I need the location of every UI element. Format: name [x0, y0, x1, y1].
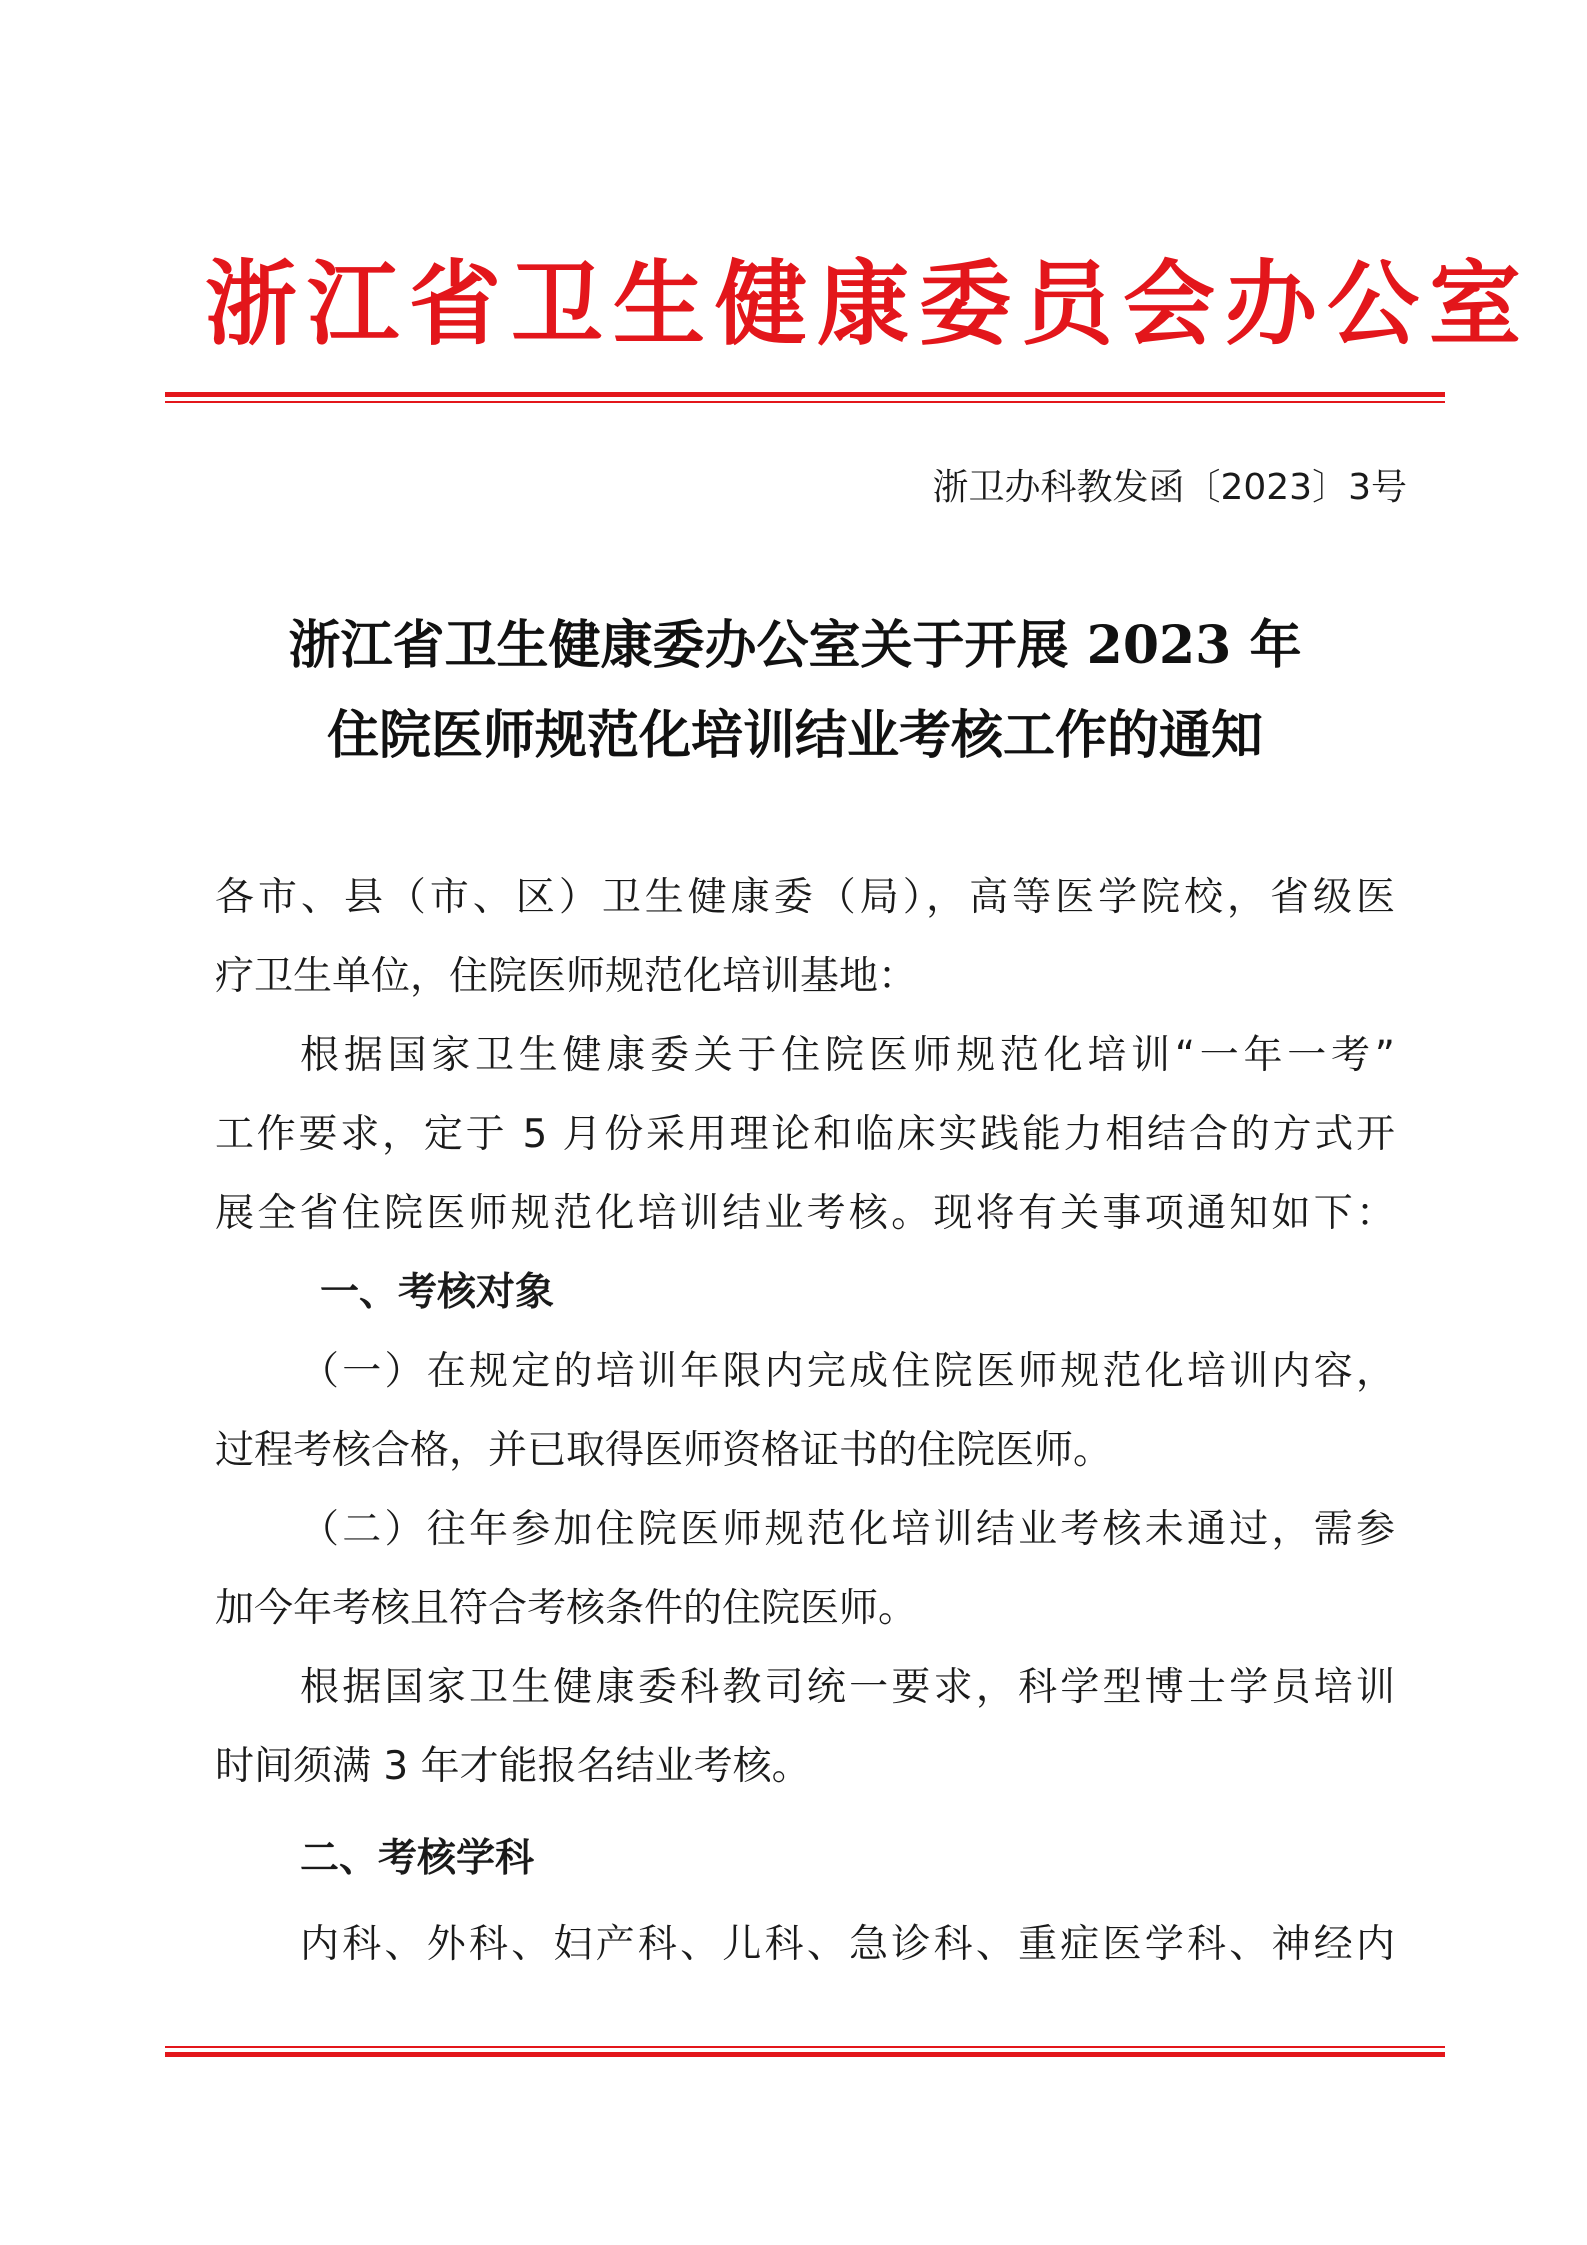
note-line-1: 根据国家卫生健康委科教司统一要求，科学型博士学员培训: [300, 1665, 1395, 1710]
note-line-2: 时间须满 3 年才能报名结业考核。: [215, 1744, 811, 1789]
document-title-line-1: 浙江省卫生健康委办公室关于开展 2023 年: [288, 615, 1302, 676]
item-1-line-1: （一）在规定的培训年限内完成住院医师规范化培训内容，: [300, 1349, 1395, 1394]
item-2-line-2: 加今年考核且符合考核条件的住院医师。: [215, 1586, 918, 1631]
document-title-line-2: 住院医师规范化培训结业考核工作的通知: [326, 705, 1263, 766]
intro-paragraph-line-1: 根据国家卫生健康委关于住院医师规范化培训“一年一考”: [300, 1033, 1395, 1078]
intro-paragraph-line-3: 展全省住院医师规范化培训结业考核。现将有关事项通知如下：: [215, 1191, 1395, 1236]
issuing-organization-header: 浙江省卫生健康委员会办公室: [205, 250, 1532, 358]
intro-paragraph-line-2: 工作要求，定于 5 月份采用理论和临床实践能力相结合的方式开: [215, 1112, 1395, 1157]
footer-red-rule-thick: [165, 2052, 1445, 2057]
addressee-line-2: 疗卫生单位，住院医师规范化培训基地：: [215, 954, 918, 999]
addressee-line-1: 各市、县（市、区）卫生健康委（局），高等医学院校，省级医: [215, 875, 1395, 920]
footer-red-rule-thin: [165, 2046, 1445, 2048]
document-number: 浙卫办科教发函〔2023〕3号: [932, 467, 1407, 508]
subjects-line-1: 内科、外科、妇产科、儿科、急诊科、重症医学科、神经内: [300, 1922, 1395, 1967]
header-red-rule-thin: [165, 401, 1445, 403]
item-2-line-1: （二）往年参加住院医师规范化培训结业考核未通过，需参: [300, 1507, 1395, 1552]
section-1-heading: 一、考核对象: [320, 1270, 555, 1315]
section-2-heading: 二、考核学科: [300, 1836, 535, 1881]
header-red-rule-thick: [165, 392, 1445, 397]
item-1-line-2: 过程考核合格，并已取得医师资格证书的住院医师。: [215, 1428, 1113, 1473]
